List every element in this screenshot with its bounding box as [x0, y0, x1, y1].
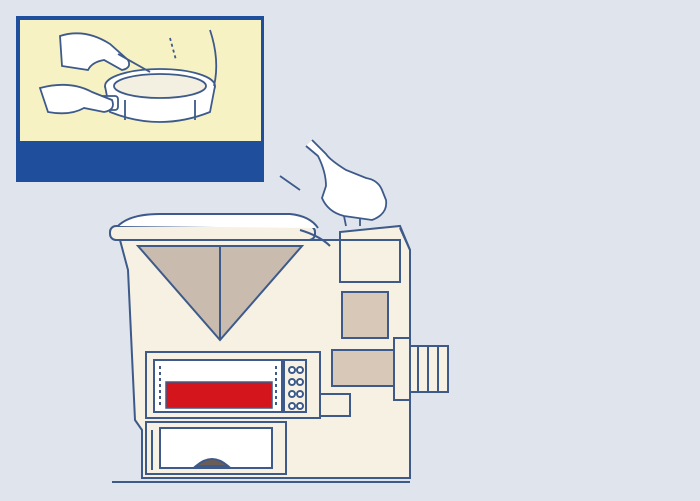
heating-element — [166, 382, 272, 408]
toilet-unit — [110, 214, 448, 482]
drum-compartment — [146, 352, 350, 418]
inset-bowl — [98, 69, 215, 122]
inset-panel — [16, 16, 264, 182]
compost-drawer — [146, 422, 286, 474]
inset-footer-bar — [20, 141, 261, 178]
control-housing — [340, 240, 400, 282]
hand-pressing-lid — [280, 140, 386, 226]
